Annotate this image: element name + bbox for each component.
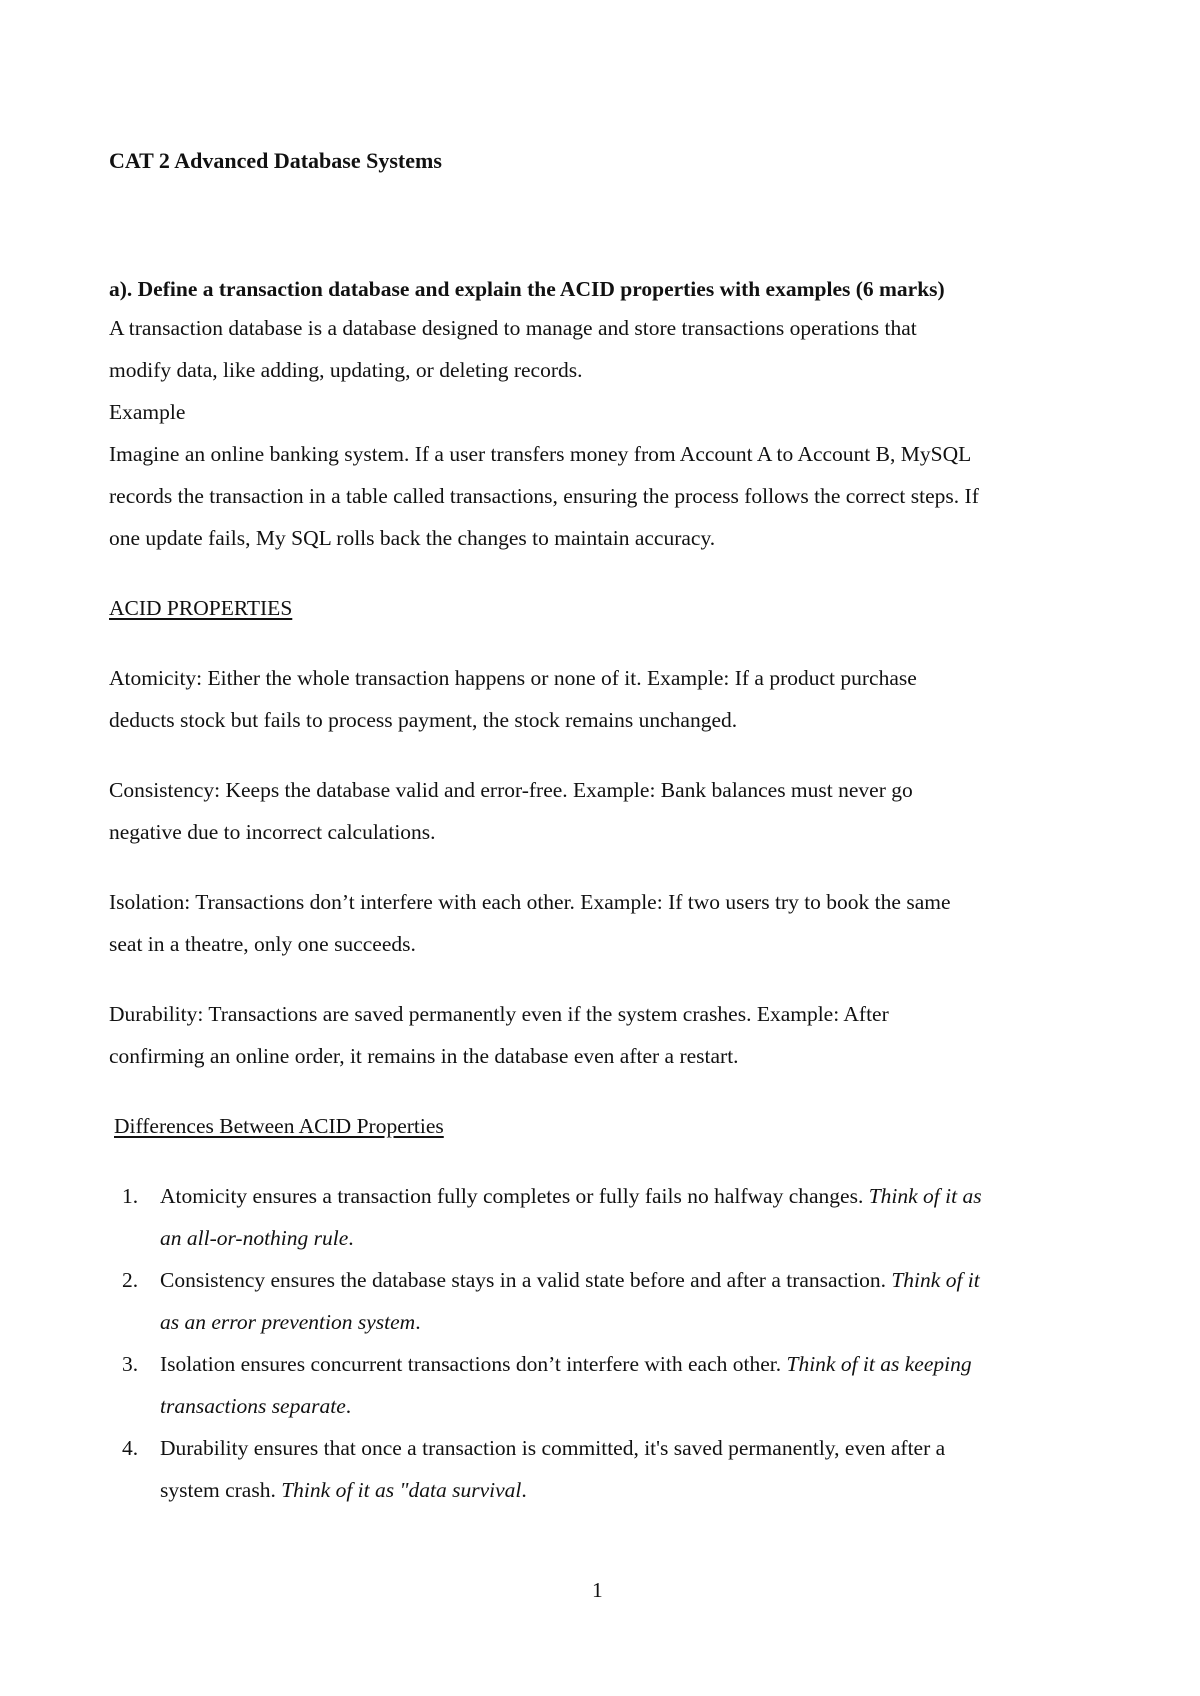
list-item-italic: transactions separate bbox=[160, 1394, 346, 1418]
property-consistency-line: negative due to incorrect calculations. bbox=[109, 820, 436, 844]
example-label: Example bbox=[109, 400, 186, 424]
list-item-italic: Think of it as bbox=[868, 1184, 982, 1208]
example-line: one update fails, My SQL rolls back the changes to maintain accuracy. bbox=[109, 526, 716, 550]
list-item-end: . bbox=[521, 1478, 527, 1502]
list-item-text: Isolation ensures concurrent transactions don’t interfere with each other. bbox=[160, 1352, 787, 1376]
list-item-end: . bbox=[415, 1310, 421, 1334]
list-item-text: Atomicity ensures a transaction fully completes or fully fails no halfway changes. bbox=[160, 1184, 869, 1208]
list-item-line bbox=[160, 1312, 421, 1334]
list-item-line bbox=[160, 1270, 980, 1292]
property-consistency-line: Consistency: Keeps the database valid and error-free. Example: Bank balances must never go bbox=[109, 778, 913, 802]
list-item-end: . bbox=[348, 1226, 354, 1250]
list-item-text: Consistency ensures the database stays in a valid state before and after a transaction. bbox=[160, 1268, 892, 1292]
list-item-text: system crash. bbox=[160, 1478, 282, 1502]
property-isolation-line: Isolation: Transactions don’t interfere with each other. Example: If two users try to book the same bbox=[109, 890, 951, 914]
list-item-line bbox=[160, 1396, 351, 1418]
question-heading: a). Define a transaction database and explain the ACID properties with examples (6 marks) bbox=[109, 277, 945, 301]
property-durability-line: Durability: Transactions are saved permanently even if the system crashes. Example: After bbox=[109, 1002, 889, 1026]
list-number: 4. bbox=[122, 1436, 139, 1460]
list-item-italic: Think of it as "data survival bbox=[281, 1478, 522, 1502]
property-durability-line: confirming an online order, it remains in the database even after a restart. bbox=[109, 1044, 739, 1068]
list-item-italic: Think of it as keeping bbox=[786, 1352, 972, 1376]
definition-line: A transaction database is a database designed to manage and store transactions operations that bbox=[109, 316, 917, 340]
list-item-line bbox=[160, 1354, 972, 1376]
document-title: CAT 2 Advanced Database Systems bbox=[109, 148, 442, 173]
property-atomicity-line: Atomicity: Either the whole transaction happens or none of it. Example: If a product purchase bbox=[109, 666, 917, 690]
list-item-italic: an all-or-nothing rule bbox=[160, 1226, 349, 1250]
acid-heading: ACID PROPERTIES bbox=[109, 596, 293, 620]
differences-heading: Differences Between ACID Properties bbox=[114, 1114, 444, 1138]
list-number: 1. bbox=[122, 1184, 139, 1208]
example-line: records the transaction in a table called transactions, ensuring the process follows the correct steps. If bbox=[109, 484, 979, 508]
property-isolation-line: seat in a theatre, only one succeeds. bbox=[109, 932, 416, 956]
list-item-text: Durability ensures that once a transaction is committed, it's saved permanently, even after a bbox=[160, 1436, 946, 1460]
list-item-line bbox=[160, 1438, 945, 1460]
page-number: 1 bbox=[592, 1578, 603, 1602]
list-item-end: . bbox=[345, 1394, 352, 1418]
list-item-italic: as an error prevention system bbox=[160, 1310, 416, 1334]
definition-line: modify data, like adding, updating, or deleting records. bbox=[109, 358, 583, 382]
property-atomicity-line: deducts stock but fails to process payment, the stock remains unchanged. bbox=[109, 708, 738, 732]
list-item-line bbox=[160, 1228, 354, 1250]
example-line: Imagine an online banking system. If a user transfers money from Account A to Account B, MySQL bbox=[109, 442, 972, 466]
list-item-line bbox=[160, 1186, 982, 1208]
list-number: 3. bbox=[122, 1352, 139, 1376]
list-number: 2. bbox=[122, 1268, 139, 1292]
list-item-line bbox=[160, 1480, 527, 1502]
list-item-italic: Think of it bbox=[891, 1268, 980, 1292]
